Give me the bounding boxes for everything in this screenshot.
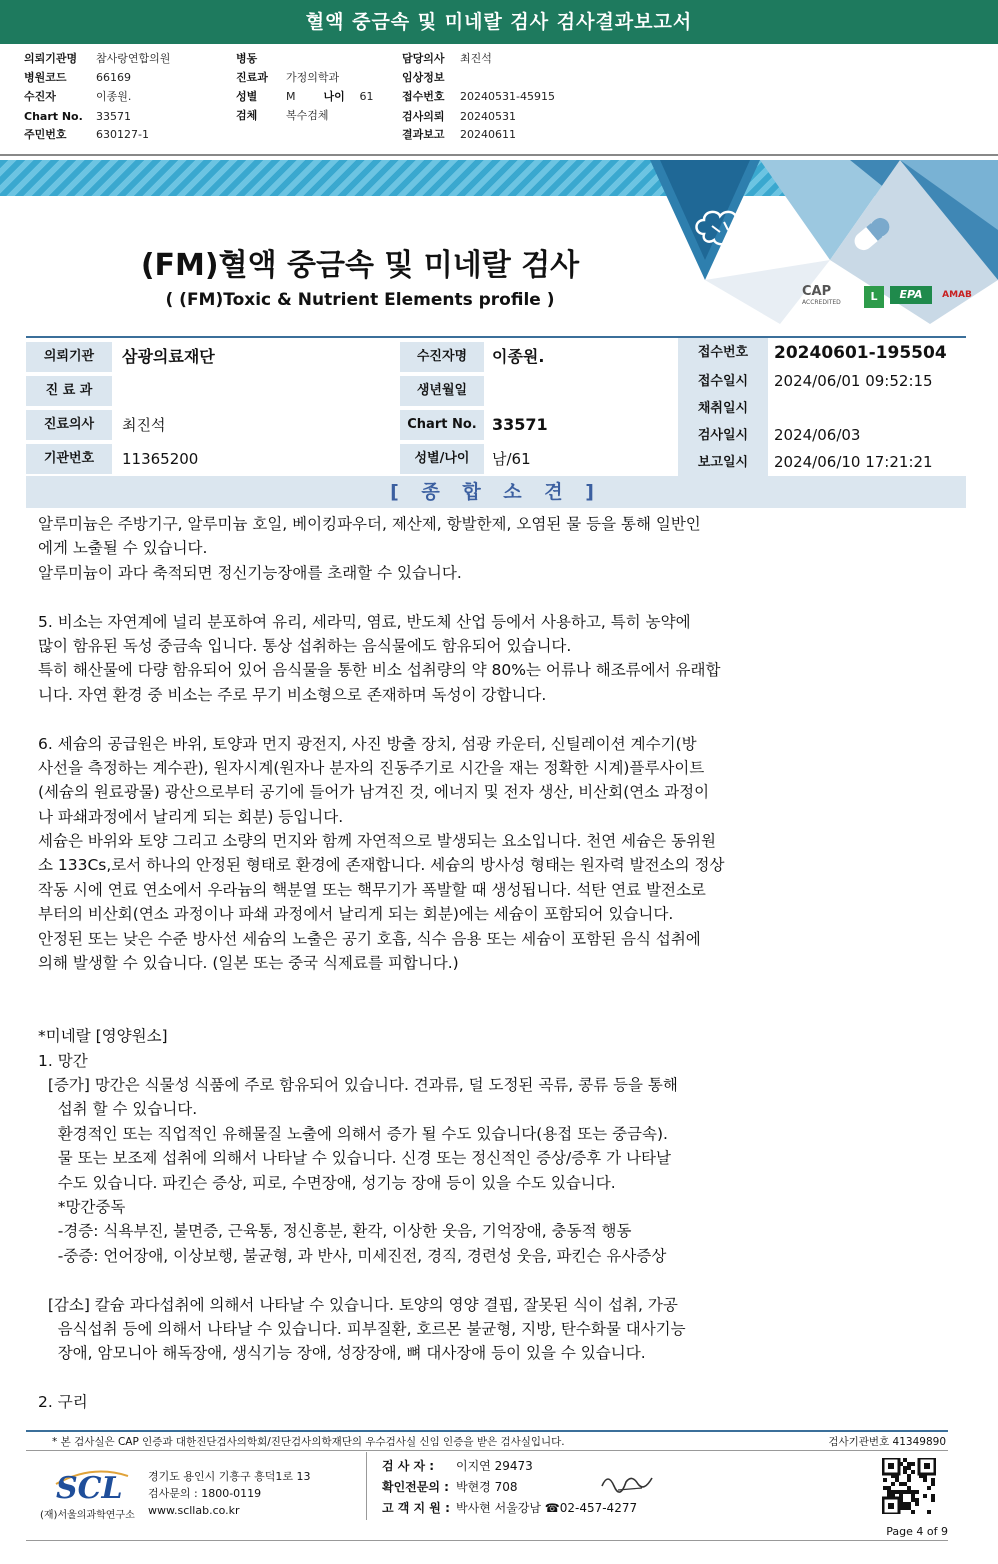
cap-logo: CAP ACCREDITED <box>802 284 841 306</box>
support-label: 고 객 지 원 : <box>382 1501 450 1515</box>
clinical-label: 임상정보 <box>402 71 445 84</box>
table-sexage-label: 성별/나이 <box>400 444 484 474</box>
footer-vertical-divider <box>366 1452 367 1520</box>
body-line: 1. 망간 <box>38 1051 88 1070</box>
body-line: 의해 발생할 수 있습니다. (일본 또는 중국 식제료를 피합니다.) <box>38 954 459 973</box>
table-client-value: 삼광의료재단 <box>122 347 215 366</box>
rrn-value: 630127-1 <box>96 128 149 141</box>
body-line: 작동 시에 연료 연소에서 우라늄의 핵분열 또는 핵무기가 폭발할 때 생성됩니다. 석탄 연료 발전소로 <box>38 880 706 899</box>
table-dept-value <box>114 376 400 406</box>
body-line: [감소] 칼슘 과다섭취에 의해서 나타날 수 있습니다. 토양의 영양 결핍, 잘못된 식이 섭취, 가공 <box>38 1295 678 1314</box>
body-line: 부터의 비산회(연소 과정이나 파쇄 과정에서 날리게 되는 회분)에는 세슘이 포함되어 있습니다. <box>38 905 674 924</box>
age-label: 나이 <box>323 90 345 103</box>
body-line: 음식섭취 등에 의해서 나타날 수 있습니다. 피부질환, 호르몬 불균형, 지방, 탄수화물 대사기능 <box>38 1319 686 1338</box>
body-line: 환경적인 또는 직업적인 유해물질 노출에 의해서 증가 될 수도 있습니다(용접 또는 중금속). <box>38 1124 668 1143</box>
table-received-value: 2024/06/01 09:52:15 <box>774 372 933 390</box>
table-report-label: 보고일시 <box>678 449 768 476</box>
table-chart-value: 33571 <box>492 415 548 434</box>
body-line <box>38 707 768 731</box>
footer-divider <box>26 1430 948 1432</box>
dept-label: 진료과 <box>236 71 268 84</box>
specimen-value: 복수검체 <box>286 109 329 122</box>
table-collected-label: 채취일시 <box>678 395 768 422</box>
confirm-value: 박현경 708 <box>456 1480 518 1494</box>
hospcode-label: 병원코드 <box>24 71 67 84</box>
confirm-label: 확인전문의 : <box>382 1480 449 1494</box>
body-line: (세슘의 원료광물) 광산으로부터 공기에 들어가 남겨진 것, 에너지 및 전자 생산, 비산회(연소 과정이 <box>38 783 710 802</box>
table-patient-label: 수진자명 <box>400 342 484 372</box>
amab-logo: AMAB <box>942 290 972 300</box>
table-collected-value <box>766 395 966 422</box>
body-line: 6. 세슘의 공급원은 바위, 토양과 먼지 광전지, 사진 방출 장치, 섬광 카운터, 신틸레이션 계수기(방 <box>38 734 697 753</box>
body-line: 나 파쇄과정에서 날리게 되는 회분) 등입니다. <box>38 807 344 826</box>
body-line: *미네랄 [영양원소] <box>38 1027 168 1046</box>
website-link[interactable]: www.scllab.co.kr <box>148 1504 240 1517</box>
table-chart-label: Chart No. <box>400 410 484 440</box>
footer-bottom-line <box>26 1540 948 1541</box>
footer-lab-number: 검사기관번호 41349890 <box>828 1436 946 1448</box>
accession-value: 20240531-45915 <box>460 90 555 103</box>
qr-code <box>882 1458 936 1514</box>
lab-name: (재)서울의과학연구소 <box>40 1510 135 1521</box>
lab-address <box>148 1468 311 1519</box>
body-line <box>38 585 768 609</box>
body-line: 알루미늄이 과다 축적되면 정신기능장애를 초래할 수 있습니다. <box>38 563 462 582</box>
body-line: 세슘은 바위와 토양 그리고 소량의 먼지와 함께 자연적으로 발생되는 요소입니다. 천연 세슘은 동위원 <box>38 832 716 851</box>
body-line: 섭취 할 수 있습니다. <box>38 1100 198 1119</box>
table-doctor-value: 최진석 <box>122 416 166 434</box>
summary-heading: [ 종 합 소 견 ] <box>26 476 966 508</box>
body-line: -중증: 언어장애, 이상보행, 불균형, 과 반사, 미세진전, 경직, 경련성 웃음, 파킨슨 유사증상 <box>38 1246 667 1265</box>
doctor-label: 담당의사 <box>402 52 445 65</box>
body-line: [증가] 망간은 식물성 식품에 주로 함유되어 있습니다. 견과류, 덜 도정된 곡류, 콩류 등을 통해 <box>38 1075 678 1094</box>
report-title: (FM)혈액 중금속 및 미네랄 검사 <box>140 248 580 283</box>
tester-value: 이지연 29473 <box>456 1459 533 1473</box>
body-line: 5. 비소는 자연계에 널리 분포하여 유리, 세라믹, 염료, 반도체 산업 등에서 사용하고, 특히 농약에 <box>38 612 691 631</box>
table-inst-label: 기관번호 <box>26 444 112 474</box>
body-line: 2. 구리 <box>38 1393 88 1412</box>
table-doctor-label: 진료의사 <box>26 410 112 440</box>
body-line <box>38 975 768 999</box>
table-inst-value: 11365200 <box>122 450 199 468</box>
table-received-label: 접수일시 <box>678 368 768 395</box>
svg-text:SCL: SCL <box>56 1471 123 1502</box>
result-label: 결과보고 <box>402 128 445 141</box>
ward-label: 병동 <box>236 52 258 65</box>
report-subtitle: ( (FM)Toxic & Nutrient Elements profile ) <box>165 290 555 310</box>
lm-logo: L <box>864 286 884 308</box>
page-number: Page 4 of 9 <box>886 1525 948 1538</box>
address-line: 경기도 용인시 기흥구 흥덕1로 13 <box>148 1470 311 1483</box>
client-value: 참사랑연합의원 <box>96 52 171 65</box>
body-line: 니다. 자연 환경 중 비소는 주로 무기 비소형으로 존재하며 독성이 강합니다. <box>38 685 547 704</box>
body-line: 특히 해산물에 다량 함유되어 있어 음식물을 통한 비소 섭취량의 약 80%는 어류나 해조류에서 유래합 <box>38 661 721 680</box>
patient-value: 이종원. <box>96 90 132 103</box>
body-line: 물 또는 보조제 섭취에 의해서 나타날 수 있습니다. 신경 또는 정신적인 증상/증후 가 나타날 <box>38 1149 671 1168</box>
order-info-table <box>26 336 966 474</box>
scl-logo <box>52 1462 132 1502</box>
footer-divider-2 <box>26 1450 948 1451</box>
report-top-title: 혈액 중금속 및 미네랄 검사 검사결과보고서 <box>0 0 998 44</box>
body-line: 사선을 측정하는 계수관), 원자시계(원자나 분자의 진동주기로 시간을 재는 정확한 시계)플루사이트 <box>38 758 705 777</box>
body-line <box>38 1366 768 1390</box>
table-tested-label: 검사일시 <box>678 422 768 449</box>
table-birth-label: 생년월일 <box>400 376 484 406</box>
body-line: 수도 있습니다. 파킨슨 증상, 피로, 수면장애, 성기능 장애 등이 있을 수도 있습니다. <box>38 1173 616 1192</box>
sex-label: 성별 <box>236 90 258 103</box>
table-accession-label: 접수번호 <box>678 338 768 368</box>
hospcode-value: 66169 <box>96 71 131 84</box>
signature <box>598 1468 658 1502</box>
dept-value: 가정의학과 <box>286 71 340 84</box>
footer-cert-note: * 본 검사실은 CAP 인증과 대한진단검사의학회/진단검사의학재단의 우수검사실 신임 인증을 받은 검사실입니다. <box>52 1436 565 1448</box>
doctor-value: 최진석 <box>460 52 492 65</box>
patient-info-block <box>0 44 998 156</box>
table-tested-value: 2024/06/03 <box>774 426 861 444</box>
table-report-value: 2024/06/10 17:21:21 <box>774 453 933 471</box>
sex-value: M <box>286 90 296 103</box>
summary-body <box>38 512 768 1414</box>
body-line <box>38 1000 768 1024</box>
body-line: 안정된 또는 낮은 수준 방사선 세슘의 노출은 공기 호흡, 식수 음용 또는 세슘이 포함된 음식 섭취에 <box>38 929 701 948</box>
body-line: 에게 노출될 수 있습니다. <box>38 539 208 558</box>
request-value: 20240531 <box>460 110 516 123</box>
body-line: 소 133Cs,로서 하나의 안정된 형태로 환경에 존재합니다. 세슘의 방사성 형태는 원자력 발전소의 정상 <box>38 856 725 875</box>
body-line: 많이 함유된 독성 중금속 입니다. 통상 섭취하는 음식물에도 함유되어 있습니다. <box>38 636 572 655</box>
table-client-label: 의뢰기관 <box>26 342 112 372</box>
chart-label: Chart No. <box>24 110 83 123</box>
age-value: 61 <box>359 90 374 103</box>
table-patient-value: 이종원. <box>492 347 545 366</box>
table-dept-label: 진 료 과 <box>26 376 112 406</box>
client-label: 의뢰기관명 <box>24 52 78 65</box>
tester-label: 검 사 자 : <box>382 1459 435 1473</box>
chart-value: 33571 <box>96 110 131 123</box>
epa-logo: EPA <box>890 286 932 304</box>
table-birth-value <box>484 376 672 406</box>
specimen-label: 검체 <box>236 109 258 122</box>
rrn-label: 주민번호 <box>24 128 67 141</box>
body-line <box>38 1268 768 1292</box>
body-line: 알루미늄은 주방기구, 알루미늄 호일, 베이킹파우더, 제산제, 항발한제, 오염된 물 등을 통해 일반인 <box>38 515 701 533</box>
patient-label: 수진자 <box>24 90 56 103</box>
phone-line: 검사문의 : 1800-0119 <box>148 1487 262 1500</box>
capsule-icon <box>846 208 898 260</box>
request-label: 검사의뢰 <box>402 110 445 123</box>
accession-label: 접수번호 <box>402 90 445 103</box>
result-value: 20240611 <box>460 128 516 141</box>
support-value: 박사현 서울강남 ☎02-457-4277 <box>456 1501 638 1515</box>
body-line: *망간중독 <box>38 1197 126 1216</box>
body-line: -경증: 식욕부진, 불면증, 근육통, 정신흥분, 환각, 이상한 웃음, 기억장애, 충동적 행동 <box>38 1222 632 1241</box>
table-accession-value: 20240601-195504 <box>774 343 947 363</box>
body-line: 장애, 암모니아 해독장애, 생식기능 장애, 성장장애, 뼈 대사장애 등이 있을 수 있습니다. <box>38 1344 646 1363</box>
table-sexage-value: 남/61 <box>492 450 531 468</box>
